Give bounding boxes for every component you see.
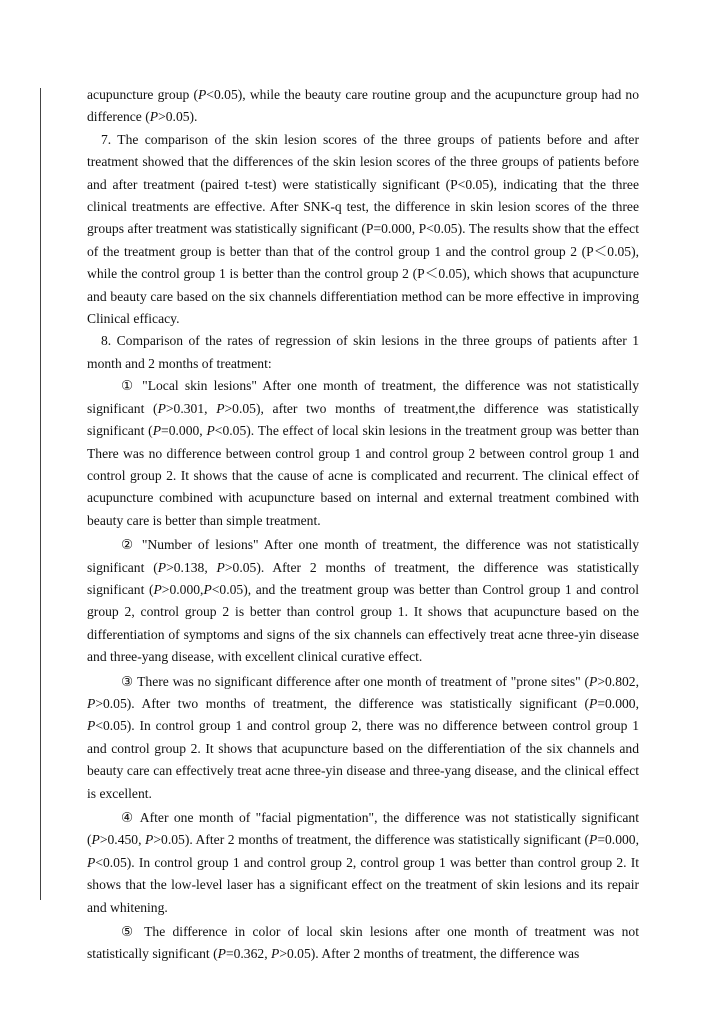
- p-value-symbol: P: [145, 832, 154, 848]
- p-value-symbol: P: [157, 400, 166, 416]
- p-value-symbol: P: [271, 946, 280, 962]
- p-value-symbol: P: [153, 581, 162, 597]
- paragraph-5: ② "Number of lesions" After one month of treatment, the difference was not statistically significant (P>0.138, P>0.05). After 2 months of treatment, the difference was statistically significant (P>0.000,P<0.05), and the treatment group was better than Control group 1 and control group 2, control group 2 is better than control group 1. It shows that acupuncture based on the differentiation of symptoms and signs of the six channels can effectively treat acne three-yin disease and three-yang disease, with excellent clinical curative effect.: [87, 537, 639, 665]
- p-value-symbol: P: [152, 423, 162, 439]
- paragraph-3: 8. Comparison of the rates of regression of skin lesions in the three groups of patients after 1 month and 2 months of treatment:: [87, 333, 639, 371]
- p-value-symbol: P: [589, 832, 598, 848]
- paragraph-7: ④ After one month of "facial pigmentation", the difference was not statistically significant (P>0.450, P>0.05). After 2 months of treatment, the difference was statistically significant (P=0.000, P<0.05). In control group 1 and control group 2, control group 1 was better than control group 2. It shows that the low-level laser has a significant effect on the treatment of skin lesions and its repair and whitening.: [87, 810, 639, 915]
- p-value-symbol: P: [149, 109, 159, 125]
- paragraph-1: acupuncture group (P<0.05), while the beauty care routine group and the acupuncture group had no difference (P>0.05).: [87, 87, 639, 125]
- p-value-symbol: P: [91, 832, 100, 848]
- p-value-symbol: P: [197, 87, 207, 102]
- paragraph-6: ③ There was no significant difference after one month of treatment of "prone sites" (P>0.802, P>0.05). After two months of treatment, the difference was statistically significant (P=0.000, P<0.05). In control group 1 and control group 2, there was no difference between control group 1 and control group 2. It shows that acupuncture based on the differentiation of the six channels and beauty care can effectively treat acne three-yin disease and three-yang disease, and the clinical effect is excellent.: [87, 673, 639, 801]
- paragraph-4: ① "Local skin lesions" After one month of treatment, the difference was not statistically significant (P>0.301, P>0.05), after two months of treatment,the difference was statistically significant (P=0.000, P<0.05). The effect of local skin lesions in the treatment group was better than There was no difference between control group 1 and control group 2 between control group 1 and control group 2. It shows that the cause of acne is complicated and recurrent. The clinical effect of acupuncture combined with acupuncture based on internal and external treatment combined with beauty care is better than simple treatment.: [87, 378, 639, 528]
- p-value-symbol: P: [217, 946, 226, 962]
- p-value-symbol: P: [87, 718, 96, 734]
- p-value-symbol: P: [216, 400, 225, 416]
- p-value-symbol: P: [589, 695, 598, 711]
- p-value-symbol: P: [206, 423, 215, 439]
- p-value-symbol: P: [203, 581, 212, 597]
- p-value-symbol: P: [216, 559, 225, 575]
- p-value-symbol: P: [589, 673, 598, 689]
- margin-rule: [40, 88, 41, 900]
- p-value-symbol: P: [87, 854, 96, 870]
- p-value-symbol: P: [87, 695, 96, 711]
- paragraph-2: 7. The comparison of the skin lesion scores of the three groups of patients before and after treatment showed that the differences of the skin lesion scores of the three groups of patients before and after treatment (paired t-test) were statistically significant (P<0.05), indicating that the three clinical treatments are effective. After SNK-q test, the difference in skin lesion scores of the three groups after treatment was statistically significant (P=0.000, P<0.05). The results show that the effect of the treatment group is better than that of the control group 1 and the control group 2 (P＜0.05), while the control group 1 is better than the control group 2 (P＜0.05), which shows that acupuncture and beauty care based on the six channels differentiation method can be more effective in improving Clinical efficacy.: [87, 131, 639, 327]
- p-value-symbol: P: [157, 559, 167, 575]
- paragraph-8: ⑤ The difference in color of local skin lesions after one month of treatment was not statistically significant (P=0.362, P>0.05). After 2 months of treatment, the difference was: [87, 924, 639, 962]
- page-body: [87, 84, 639, 966]
